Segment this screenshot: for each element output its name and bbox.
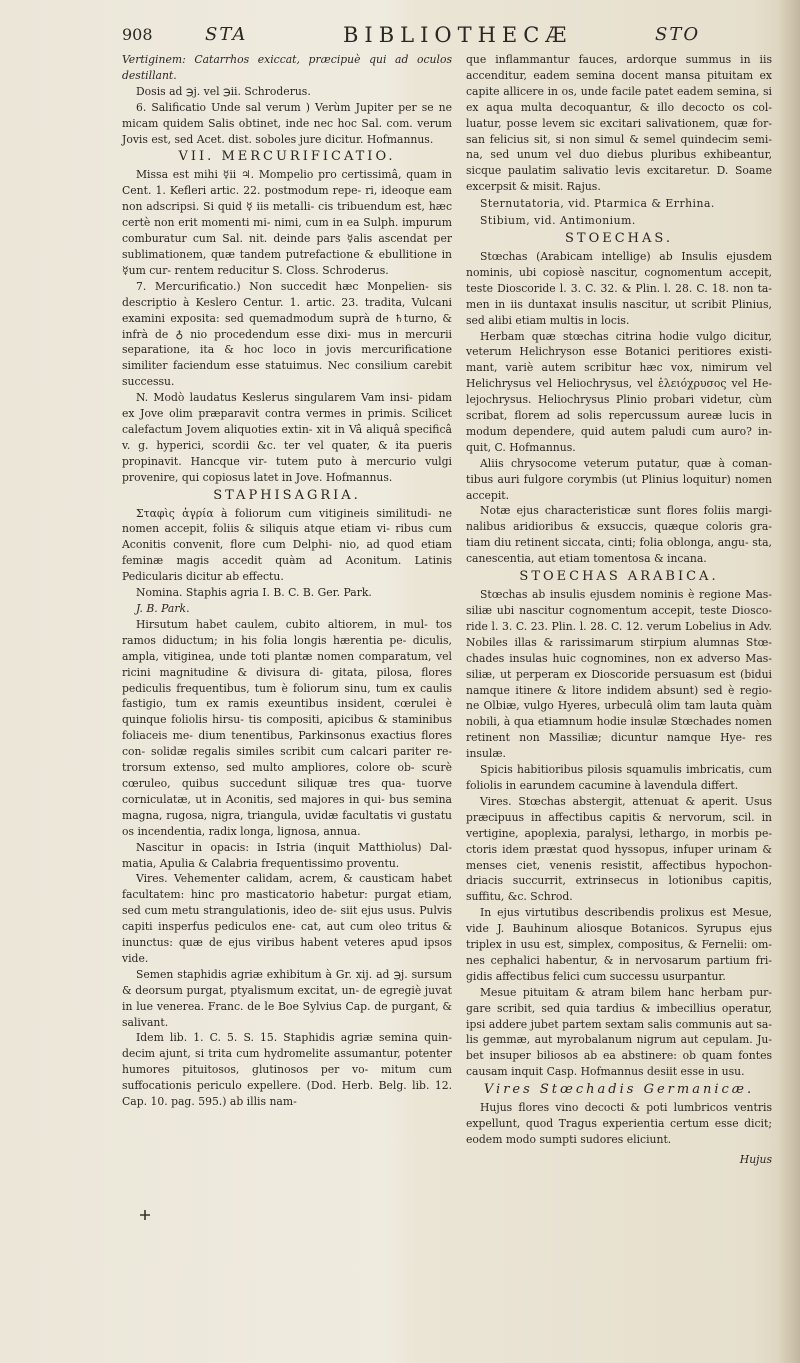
paragraph: Herbam quæ stœchas citrina hodie vulgo dicitur, veterum Helichryson esse Botanici peritiores existi- mant, variè autem scribitur hæc vox, nimirum vel Helichrysus vel Heliochrysus, vel ἑλειόχρυσος vel He- lejochrysus. Heliochrysus Plinio probari videtur, cùm scribat, florem ad solis repercussum aureæ lucis in modum dependere, quid autem paludi cum auro? in- quit, C. Hofmannus.	[466, 329, 772, 454]
left-column	[122, 52, 452, 1110]
right-column	[466, 52, 772, 1179]
running-header	[0, 22, 800, 48]
paragraph: Nascitur in opacis: in Istria (inquit Matthiolus) Dal- matia, Apulia & Calabria frequentissimo proventu.	[122, 840, 452, 870]
paragraph: N. Modò laudatus Keslerus singularem Vam insi- pidam ex Jove olim præparavit contra vermes in primis. Scilicet calefactum Jovem aliquoties extin- xit in Vâ aliquâ specificâ v. g. hyperici, scordii &c. ter vel quater, & ita pueris propinavit. Hancque vir- tutem puto à mercurio vulgi provenire, qui copiosus latet in Jove. Hofmannus.	[122, 391, 452, 484]
paragraph: 6. Salificatio Unde sal verum ) Verùm Jupiter per se ne micam quidem Salis obtinet, inde nec hoc Sal. com. verum Jovis est, sed Acet. dist. soboles jure dicitur. Hofmannus.	[122, 100, 452, 146]
paragraph: Hujus flores vino decocti & poti lumbricos ventris expellunt, quod Tragus experientia certum esse dicit; eodem modo sumpti sudores eliciunt.	[466, 1101, 772, 1146]
paragraph: Vires. Vehementer calidam, acrem, & causticam habet facultatem: hinc pro masticatorio habetur: purgat etiam, sed cum metu strangulationis, ideo de- siit ejus usus. Pulvis capiti insperfus pediculos ene- cat, aut cum oleo tritus & inunctus: quæ de ejus viribus habent veteres apud ipsos vide.	[122, 872, 452, 965]
section-heading-mercurificatio: VII. MERCURIFICATIO.	[178, 149, 396, 165]
catchword: Hujus	[739, 1152, 772, 1166]
section-heading-staphisagria: STAPHISAGRIA.	[213, 487, 361, 503]
left-running-head: STA	[205, 24, 248, 45]
book-title: BIBLIOTHECÆ	[343, 23, 573, 47]
subsection-heading: Vires Stœchadis Germanicæ.	[483, 1082, 755, 1098]
paragraph: Notæ ejus characteristicæ sunt flores foliis margi- nalibus aridioribus & exsuccis, quæque coloris gra- tiam diu retinent siccata, cinti; folia oblonga, angu- sta, canescentia, aut etiam tomentosa & incana.	[466, 504, 772, 566]
paragraph: Stœchas (Arabicam intellige) ab Insulis ejusdem nominis, ubi copiosè nascitur, cognomentum accepit, teste Dioscoride l. 3. C. 32. & Plin. l. 28. C. 18. non ta- men in iis duntaxat insulis nascitur, ut scribit Plinius, sed alibi etiam multis in locis.	[466, 249, 772, 327]
paragraph: Aliis chrysocome veterum putatur, quæ à coman- tibus auri fulgore corymbis (ut Plinius loquitur) nomen accepit.	[466, 456, 772, 502]
cross-mark-icon	[140, 1210, 150, 1220]
paragraph: Vires. Stœchas abstergit, attenuat & aperit. Usus præcipuus in affectibus capitis & nervorum, scil. in vertigine, apoplexia, paralysi, lethargo, in morbis pe- ctoris idem præstat quod hyssopus, infuper urinam & menses ciet, venenis resistit, affectibus hypochon- driacis succurrit, extrinsecus in lotionibus capitis, suffitu, &c. Schrod.	[466, 794, 772, 904]
paragraph: Idem lib. 1. C. 5. S. 15. Staphidis agriæ semina quin- decim ajunt, si trita cum hydromelite assumantur, potenter humores pituitosos, glutinosos per vo- mitum cum suffocationis periculo expellere. (Dod. Herb. Belg. lib. 12. Cap. 10. pag. 595.) ab illis nam-	[122, 1031, 452, 1109]
paragraph: Vertiginem: Catarrhos exiccat, præcipuè qui ad oculos destillant.	[122, 53, 452, 82]
paragraph: Mesue pituitam & atram bilem hanc herbam pur- gare scribit, sed quia tardius & imbecillius operatur, ipsi addere jubet partem sextam salis communis aut sa- lis gemmæ, aut myrobalanum nigrum aut cepulam. Ju- bet insuper biliosos ab ea abstinere: ob quam fontes causam inquit Casp. Hofmannus desiit esse in usu.	[466, 985, 772, 1079]
paragraph: Spicis habitioribus pilosis squamulis imbricatis, cum foliolis in earundem cacumine à lavendula differt.	[466, 763, 772, 792]
cross-reference: Sternutatoria, vid. Ptarmica & Errhina.	[480, 197, 715, 211]
paragraph: que inflammantur fauces, ardorque summus in iis accenditur, eadem semina docent mansa pituitam ex capite allicere in os, unde facile patet eadem semina, si ex aqua multa decoquantur, & illo decocto os col- luatur, posse levem sic excitari salivationem, quæ for- san felicius sit, si non simul & semel quindecim semi- na, sed unum vel duo diebus pluribus exhibeantur, sicque paulatim salivatio levis excitaretur. D. Soame excerpsit & misit. Rajus.	[466, 53, 772, 194]
paragraph: Σταφὶς ἀγρία à foliorum cum vitigineis similitudi- ne nomen accepit, foliis & siliquis atque etiam vi- ribus cum Aconitis convenit, flore cum Delphi- nio, ad quod etiam feminæ magis accedit quàm ad Aconitum. Latinis Pedicularis dicitur ab effectu.	[122, 506, 452, 584]
paragraph: In ejus virtutibus describendis prolixus est Mesue, vide J. Bauhinum aliosque Botanicos. Syrupus ejus triplex in usu est, simplex, compositus, & Fernelii: om- nes cephalici habentur, & in nervosarum partium fri- gidis affectibus felici cum successu usurpantur.	[466, 906, 772, 983]
page-edge-shadow	[778, 0, 800, 1363]
dosis-line: Dosis ad ℈j. vel ℈ii. Schroderus.	[136, 84, 311, 98]
paragraph: Semen staphidis agriæ exhibitum à Gr. xij. ad ℈j. sursum & deorsum purgat, ptyalismum excitat, un- de egregiè juvat in lue venerea. Franc. de le Boe Sylvius Cap. de purgant, & salivant.	[122, 967, 452, 1029]
page-number: 908	[122, 25, 153, 44]
paragraph: Missa est mihi ☿ii ♃. Mompelio pro certissimâ, quam in Cent. 1. Kefleri artic. 22. postmodum repe- ri, ideoque eam non adscripsi. Si quid ☿ iis metalli- cis tribuendum est, hæc certè non erit momenti mi- nimi, cum in ea Sulph. impurum comburatur cum Sal. nit. deinde pars ☿alis ascendat per sublimationem, quæ tandem putrefactione & ebullitione in ☿um cur- rentem reducitur S. Closs. Schroderus.	[122, 168, 452, 277]
authority-line: J. B. Park.	[136, 602, 190, 615]
paragraph: Hirsutum habet caulem, cubito altiorem, in mul- tos ramos diductum; in his folia longis hærentia pe- diculis, ampla, vitiginea, unde toti plantæ nomen comparatum, vel ricini magnitudine & divisura di- gitata, pilosa, flores pediculis frequentibus, tum è foliorum sinu, tum ex caulis fastigio, tum ex ramis exeuntibus insident, cœrulei è quinque foliolis hirsu- tis compositi, apicibus & staminibus foliaceis me- dium tenentibus, Parkinsonus exactius flores con- solidæ regalis similes scribit cum calcari pariter re- trorsum extenso, sed multo ampliores, colore ob- scurè cœruleo, quibus succedunt siliquæ tres qua- tuorve corniculatæ, ut in Aconitis, sed majores in qui- bus semina magna, rugosa, nigra, triangula, uvidæ facultatis vi gustatu os incendentia, radix longa, lignosa, annua.	[122, 617, 452, 838]
section-heading-stoechas: STOECHAS.	[565, 230, 673, 246]
paragraph: 7. Mercurificatio.) Non succedit hæc Monpelien- sis descriptio à Keslero Centur. 1. artic. 23. tradita, Vulcani examini exposita: sed quemadmodum suprà de ♄turno, & infrà de ♁ nio procedendum esse dixi- mus in mercurii separatione, ita & hoc loco in jovis mercurificatione similiter faciendum esse statuimus. Nec consilium carebit successu.	[122, 279, 452, 389]
right-running-head: STO	[655, 24, 701, 45]
nomina-line: Nomina. Staphis agria I. B. C. B. Ger. Park.	[136, 586, 372, 600]
section-heading-stoechas-arabica: STOECHAS ARABICA.	[519, 569, 719, 585]
cross-reference: Stibium, vid. Antimonium.	[480, 214, 636, 228]
paragraph: Stœchas ab insulis ejusdem nominis è regione Mas- siliæ ubi nascitur cognomentum accepit, teste Diosco- ride l. 3. C. 23. Plin. l. 28. C. 12. verum Lobelius in Adv. Nobiles illas & rarissimarum stirpium alumnas Stœ- chades insulas huic cognomines, non ex adverso Mas- siliæ, ut perperam ex Dioscoride persuasum est (bidui namque itinere & litore indidem absunt) sed è regio- ne Olbiæ, vulgo Hyeres, urbeculâ olim tam lauta quàm nobili, à qua etiamnum hodie insulæ Stœchades nomen retinent non Massiliæ; dicuntur namque Hye- res insulæ.	[466, 588, 772, 761]
